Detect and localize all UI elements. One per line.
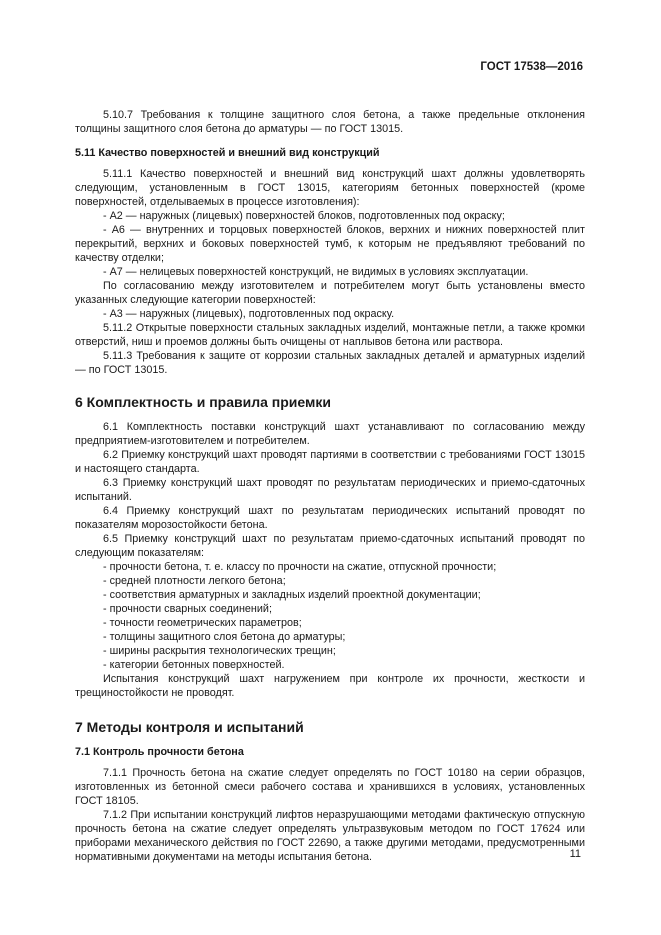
paragraph-5-11-2: 5.11.2 Открытые поверхности стальных закладных изделий, монтажные петли, а также кромки отверстий, ниш и проемов должны быть очищены от наплывов бетона или раствора. [75,322,585,348]
heading-section-7: 7 Методы контроля и испытаний [75,719,304,735]
list-item-a2: - А2 — наружных (лицевых) поверхностей блоков, подготовленных под окраску; [103,210,505,222]
list-item: - средней плотности легкого бетона; [103,575,286,587]
paragraph-5-11-3: 5.11.3 Требования к защите от коррозии стальных закладных деталей и арматурных изделий — по ГОСТ 13015. [75,350,585,376]
paragraph-agreement: По согласованию между изготовителем и потребителем могут быть установлены вместо указанных следующие категории поверхностей: [75,280,585,306]
list-item: - точности геометрических параметров; [103,617,302,629]
list-item-a7: - А7 — нелицевых поверхностей конструкций, не видимых в условиях эксплуатации. [103,266,529,278]
paragraph-5-10-7 [75,94,585,136]
paragraph-6-3: 6.3 Приемку конструкций шахт проводят по результатам периодических и приемо-сдаточных испытаний. [75,477,585,503]
paragraph-7-1-1: 7.1.1 Прочность бетона на сжатие следует определять по ГОСТ 10180 на серии образцов, изготовленных из бетонной смеси рабочего состава и хранившихся в условиях, установленных ГОСТ 18105. [75,767,585,807]
standard-header: ГОСТ 17538—2016 [480,61,583,73]
heading-5-11: 5.11 Качество поверхностей и внешний вид конструкций [75,147,380,159]
list-item: - толщины защитного слоя бетона до арматуры; [103,631,346,643]
page-body [75,94,585,864]
list-item-a3: - А3 — наружных (лицевых), подготовленных под окраску. [103,308,395,320]
heading-section-6: 6 Комплектность и правила приемки [75,394,331,410]
paragraph-tests: Испытания конструкций шахт нагружением при контроле их прочности, жесткости и трещиностойкости не проводят. [75,673,585,699]
paragraph-7-1-2: 7.1.2 При испытании конструкций лифтов неразрушающими методами фактическую отпускную прочность бетона на сжатие следует определять ультразвуковым методом по ГОСТ 17624 или приборами механического действия по ГОСТ 22690, а также другими методами, предусмотренными нормативными документами на методы испытания бетона. [75,809,585,863]
page-number: 11 [569,848,581,860]
list-item-a6: - А6 — внутренних и торцовых поверхностей блоков, верхних и нижних поверхностей плит перекрытий, верхних и боковых поверхностей тумб, к которым не предъявляют требований по качеству отделки; [75,224,585,264]
paragraph-5-10-7-text: 5.10.7 Требования к толщине защитного слоя бетона, а также предельные отклонения толщины защитного слоя бетона до арматуры — по ГОСТ 13015. [75,109,585,135]
heading-7-1: 7.1 Контроль прочности бетона [75,746,244,758]
paragraph-6-4: 6.4 Приемку конструкций шахт по результатам периодических испытаний проводят по показателям морозостойкости бетона. [75,505,585,531]
paragraph-6-1: 6.1 Комплектность поставки конструкций шахт устанавливают по согласованию между предприятием-изготовителем и потребителем. [75,421,585,447]
paragraph-5-11-1: 5.11.1 Качество поверхностей и внешний вид конструкций шахт должны удовлетворять следующим, установленным в ГОСТ 13015, категориям бетонных поверхностей (кроме поверхностей, отделываемых в процессе изготовления): [75,168,585,208]
paragraph-6-5: 6.5 Приемку конструкций шахт по результатам приемо-сдаточных испытаний проводят по следующим показателям: [75,533,585,559]
list-item: - прочности бетона, т. е. классу по прочности на сжатие, отпускной прочности; [103,561,497,573]
list-item: - соответствия арматурных и закладных изделий проектной документации; [103,589,481,601]
list-item: - ширины раскрытия технологических трещин; [103,645,336,657]
list-item: - прочности сварных соединений; [103,603,272,615]
paragraph-6-2: 6.2 Приемку конструкций шахт проводят партиями в соответствии с требованиями ГОСТ 13015 и настоящего стандарта. [75,449,585,475]
list-item: - категории бетонных поверхностей. [103,659,285,671]
